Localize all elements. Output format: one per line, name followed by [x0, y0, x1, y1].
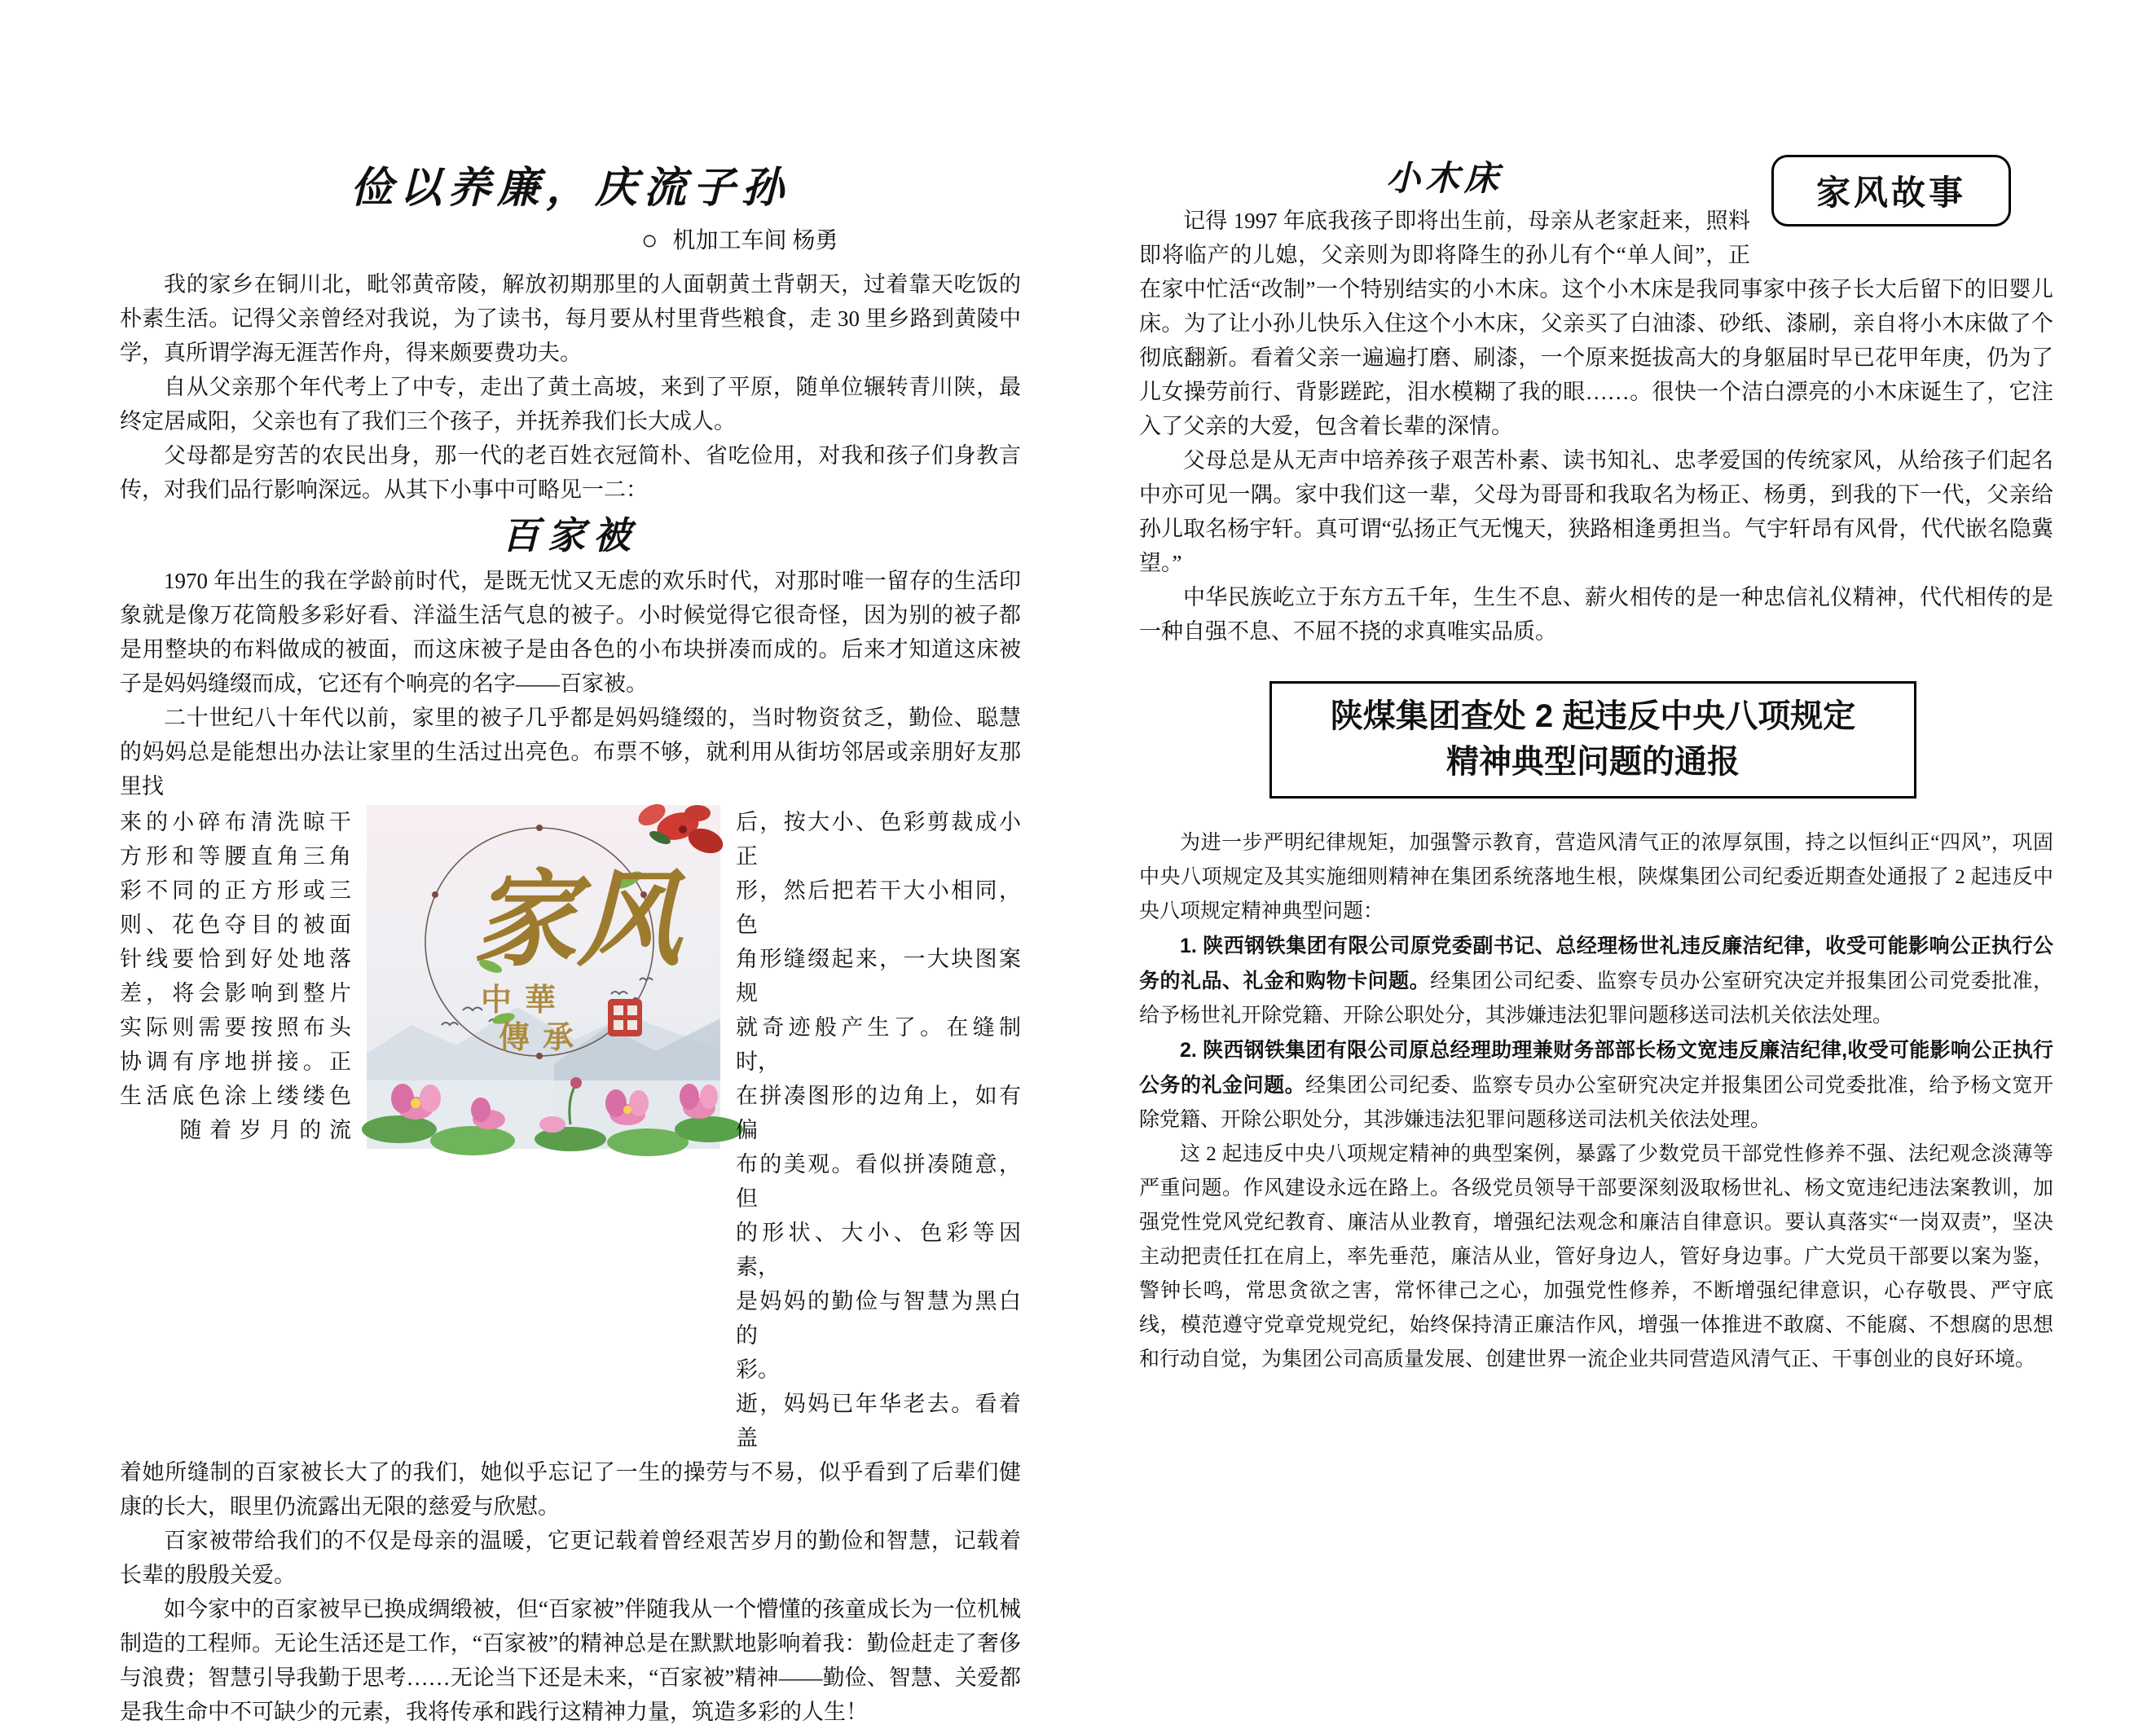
wrapped-text-line: 生活底色涂上缕缕色 — [120, 1084, 351, 1108]
corner-label-box: 家风故事 — [1771, 155, 2011, 227]
wrapped-text-line: 后，按大小、色彩剪裁成小正 — [736, 810, 1021, 869]
wrapped-text-line: 逝，妈妈已年华老去。看着盖 — [736, 1392, 1021, 1450]
wrapped-text-line: 的形状、大小、色彩等因素， — [736, 1221, 1021, 1279]
byline-circle-icon: ○ — [641, 226, 658, 256]
wrapped-text-line: 形，然后把若干大小相同，色 — [736, 878, 1021, 937]
wrapped-text-line: 布的美观。看似拼凑随意，但 — [736, 1152, 1021, 1211]
wrapped-text-line: 则、花色夺目的被面 — [120, 913, 351, 937]
page-left — [120, 0, 1021, 1729]
notice-item1-detail: 经集团公司纪委、监察专员办公室研究决定并报集团公司党委批准，给予杨世礼开除党籍、开除公职处分，其涉嫌违法犯罪问题移送司法机关依法处理。 — [1139, 970, 2053, 1027]
wrapped-text-line: 方形和等腰直角三角 — [120, 844, 351, 869]
paragraph: 二十世纪八十年代以前，家里的被子几乎都是妈妈缝缀的，当时物资贫乏，勤俭、聪慧的妈妈总是能想出办法让家里的生活过出亮色。布票不够，就利用从街坊邻居或亲朋好友那里找 — [120, 706, 1021, 799]
paragraph: 记得 1997 年底我孩子即将出生前，母亲从老家赶来，照料即将临产的儿媳，父亲则为即将降生的孙儿有个“单人间”，正在家中忙活“改制”一个特别结实的小木床。这个小木床是我同事家中孩子长大后留下的旧婴儿床。为了让小孙儿快乐入住这个小木床，父亲买了白油漆、砂纸、漆刷，亲自将小木床做了个彻底翻新。看着父亲一遍遍打磨、刷漆，一个原来挺拔高大的身躯届时早已花甲年庚，仍为了儿女操劳前行、背影蹉跎，泪水模糊了我的眼……。很快一个洁白漂亮的小木床诞生了，它注入了父亲的大爱，包含着长辈的深情。 — [1139, 209, 2053, 438]
seal-stamp-icon — [608, 999, 642, 1036]
page-right — [1139, 0, 2053, 1377]
svg-text:傳承: 傳承 — [499, 1021, 587, 1055]
story-title: 小木床 — [1385, 161, 1503, 198]
section-heading: 百家被 — [502, 515, 639, 557]
paragraph: 着她所缝制的百家被长大了的我们，她似乎忘记了一生的操劳与不易，似乎看到了后辈们健康的长大，眼里仍流露出无限的慈爱与欣慰。 — [120, 1460, 1021, 1519]
notice-title-box — [1269, 681, 1916, 799]
paragraph: 如今家中的百家被早已换成绸缎被，但“百家被”伴随我从一个懵懂的孩童成长为一位机械制造的工程师。无论生活还是工作，“百家被”的精神总是在默默地影响着我：勤俭赶走了奢侈与浪费；智慧引导我勤于思考……无论当下还是未来，“百家被”精神——勤俭、智慧、关爱都是我生命中不可缺少的元素，我将传承和践行这精神力量，筑造多彩的人生！ — [120, 1597, 1021, 1724]
notice-paragraph: 这 2 起违反中央八项规定精神的典型案例，暴露了少数党员干部党性修养不强、法纪观念淡薄等严重问题。作风建设永远在路上。各级党员领导干部要深刻汲取杨世礼、杨文宽违纪违法案教训，加强党性党风党纪教育、廉洁从业教育，增强纪法观念和廉洁自律意识。要认真落实“一岗双责”，坚决主动把责任扛在肩上，率先垂范，廉洁从业，管好身边人，管好身边事。广大党员干部要以案为鉴，警钟长鸣，常思贪欲之害，常怀律己之心，加强党性修养，不断增强纪律意识，心存敬畏、严守底线，模范遵守党章党规党纪，始终保持清正廉洁作风，增强一体推进不敢腐、不能腐、不想腐的思想和行动自觉，为集团公司高质量发展、创建世界一流企业共同营造风清气正、干事创业的良好环境。 — [1139, 1143, 2053, 1370]
notice-title-line1: 陕煤集团查处 2 起违反中央八项规定 — [1330, 698, 1856, 734]
wrapped-text-section — [120, 805, 1021, 1455]
wrapped-text-line: 协调有序地拼接。正 — [120, 1049, 351, 1074]
article-title: 俭以养廉，庆流子孙 — [350, 165, 790, 212]
wrapped-text-right-column — [736, 805, 1021, 1455]
author-byline — [641, 223, 1021, 259]
paragraph: 父母总是从无声中培养孩子艰苦朴素、读书知礼、忠孝爱国的传统家风，从给孩子们起名中亦可见一隅。家中我们这一辈，父母为哥哥和我取名为杨正、杨勇，到我的下一代，父亲给孙儿取名杨宇轩。真可谓“弘扬正气无愧天，狭路相逢勇担当。气宇轩昂有风骨，代代嵌名隐冀望。” — [1139, 448, 2053, 575]
wrapped-text-line: 差，将会影响到整片 — [120, 981, 351, 1005]
notice-item2-detail: 经集团公司纪委、监察专员办公室研究决定并报集团公司党委批准，给予杨文宽开除党籍、开除公职处分，其涉嫌违法犯罪问题移送司法机关依法处理。 — [1139, 1075, 2053, 1131]
wrapped-text-line: 是妈妈的勤俭与智慧为黑白的 — [736, 1289, 1021, 1348]
wrapped-text-line: 彩。 — [736, 1357, 780, 1382]
byline-text: 机加工车间 杨勇 — [672, 228, 838, 253]
paragraph: 百家被带给我们的不仅是母亲的温暖，它更记载着曾经艰苦岁月的勤俭和智慧，记载着长辈的殷殷关爱。 — [120, 1529, 1021, 1587]
paragraph: 父母都是穷苦的农民出身，那一代的老百姓衣冠简朴、省吃俭用，对我和孩子们身教言传，对我们品行影响深远。从其下小事中可略见一二： — [120, 443, 1021, 502]
wrapped-text-line: 就奇迹般产生了。在缝制时， — [736, 1015, 1021, 1074]
wrapped-text-line: 在拼凑图形的边角上，如有偏 — [736, 1084, 1021, 1142]
wrapped-text-line: 针线要恰到好处地落 — [120, 947, 351, 971]
svg-text:家风: 家风 — [473, 863, 682, 979]
wrapped-text-line: 来的小碎布清洗晾干 — [120, 810, 351, 834]
notice-paragraph — [1139, 1033, 2053, 1137]
wrapped-text-line: 彩不同的正方形或三 — [120, 878, 351, 903]
notice-paragraph: 为进一步严明纪律规矩，加强警示教育，营造风清气正的浓厚氛围，持之以恒纠正“四风”，巩固中央八项规定及其实施细则精神在集团系统落地生根，陕煤集团公司纪委近期查处通报了 2 起违反中央八项规定精神典型问题： — [1139, 832, 2053, 922]
notice-item2-lead: 2. 陕西钢铁集团有限公司原总经理助理兼财务部部长杨文宽违反廉洁纪律,收受可能影响公正执行公务的礼金问题。 — [1139, 1039, 2053, 1097]
paragraph: 1970 年出生的我在学龄前时代，是既无忧又无虑的欢乐时代，对那时唯一留存的生活印象就是像万花筒般多彩好看、洋溢生活气息的被子。小时候觉得它很奇怪，因为别的被子都是用整块的布料做成的被面，而这床被子是由各色的小布块拼凑而成的。后来才知道这床被子是妈妈缝缀而成，它还有个响亮的名字——百家被。 — [120, 569, 1021, 696]
notice-body — [1139, 826, 2053, 1377]
notice-paragraph — [1139, 929, 2053, 1033]
paragraph: 我的家乡在铜川北，毗邻黄帝陵，解放初期那里的人面朝黄土背朝天，过着靠天吃饭的朴素生活。记得父亲曾经对我说，为了读书，每月要从村里背些粮食，走 30 里乡路到黄陵中学，真所谓学海无涯苦作舟，得来颇要费功夫。 — [120, 272, 1021, 365]
paragraph: 中华民族屹立于东方五千年，生生不息、薪火相传的是一种忠信礼仪精神，代代相传的是一种自强不息、不屈不挠的求真唯实品质。 — [1139, 585, 2053, 644]
svg-text:中華: 中華 — [481, 983, 570, 1018]
wrapped-text-line: 角形缝缀起来，一大块图案规 — [736, 947, 1021, 1005]
paragraph: 自从父亲那个年代考上了中专，走出了黄土高坡，来到了平原，随单位辗转青川陕，最终定居咸阳，父亲也有了我们三个孩子，并抚养我们长大成人。 — [120, 375, 1021, 433]
wrapped-text-left-column — [120, 805, 351, 1147]
family-tradition-illustration — [367, 805, 720, 1149]
wrapped-text-line: 随着岁月的流 — [120, 1118, 351, 1142]
wrapped-text-line: 实际则需要按照布头 — [120, 1015, 351, 1040]
notice-item1-lead: 1. 陕西钢铁集团有限公司原党委副书记、总经理杨世礼违反廉洁纪律，收受可能影响公正执行公务的礼品、礼金和购物卡问题。 — [1139, 935, 2053, 992]
notice-title-line2: 精神典型问题的通报 — [1446, 744, 1740, 780]
